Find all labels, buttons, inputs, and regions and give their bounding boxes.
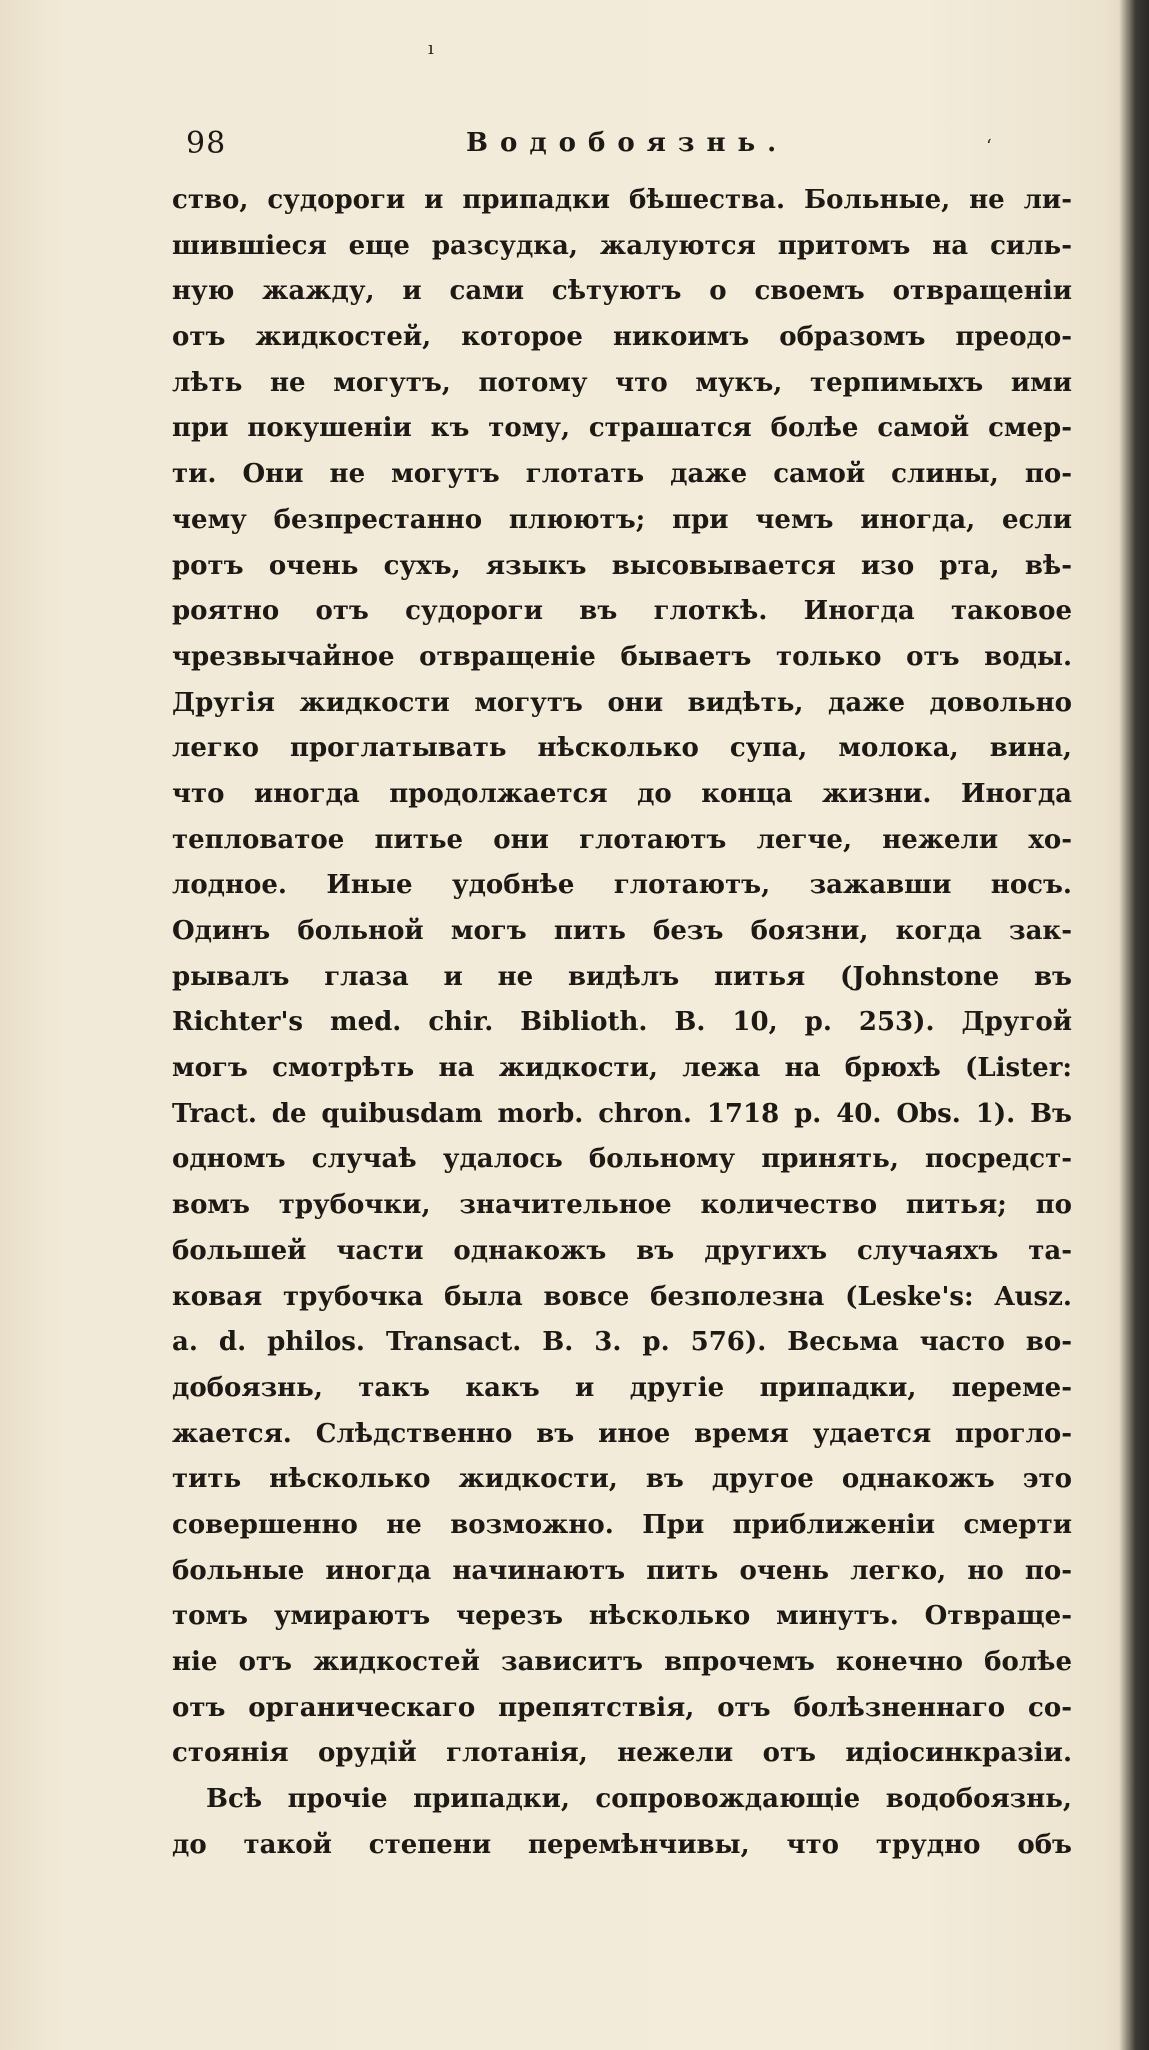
text-line: Другія жидкости могутъ они видѣть, даже довольно <box>172 687 1072 718</box>
page-edge-shadow <box>1119 0 1149 2050</box>
text-line: одномъ случаѣ удалось больному принять, посредст- <box>172 1144 1072 1175</box>
text-line: томъ умираютъ черезъ нѣсколько минутъ. Отвраще- <box>172 1601 1072 1632</box>
text-line: больные иногда начинаютъ пить очень легко, но по- <box>172 1555 1072 1586</box>
text-line: жается. Слѣдственно въ иное время удается прогло- <box>172 1418 1072 1449</box>
text-line: ти. Они не могутъ глотать даже самой слины, по- <box>172 459 1072 490</box>
text-line: большей части однакожъ въ другихъ случаяхъ та- <box>172 1235 1072 1266</box>
text-line: отъ органическаго препятствія, отъ болѣзненнаго со- <box>172 1692 1072 1723</box>
text-line: Tract. de quibusdam morb. chron. 1718 p. 40. Obs. 1). Въ <box>172 1098 1072 1129</box>
text-line: совершенно не возможно. При приближеніи смерти <box>172 1509 1072 1540</box>
text-line: до такой степени перемѣнчивы, что трудно объ <box>172 1829 1072 1860</box>
text-line: вомъ трубочки, значительное количество питья; по <box>172 1190 1072 1221</box>
page-header <box>186 120 1076 168</box>
text-line: Одинъ больной могъ пить безъ боязни, когда зак- <box>172 916 1072 946</box>
text-line: ковая трубочка была вовсе безполезна (Leske's: Ausz. <box>172 1281 1072 1312</box>
text-line: могъ смотрѣть на жидкости, лежа на брюхѣ (Lister: <box>172 1053 1072 1084</box>
running-head: Водобоязнь. <box>466 128 789 158</box>
text-line: добоязнь, такъ какъ и другіе припадки, переме- <box>172 1372 1072 1403</box>
ink-mark: ʻ <box>986 136 992 157</box>
text-line: что иногда продолжается до конца жизни. Иногда <box>172 778 1072 809</box>
text-line: тить нѣсколько жидкости, въ другое однакожъ это <box>172 1464 1072 1495</box>
text-line: отъ жидкостей, которое никоимъ образомъ преодо- <box>172 322 1072 353</box>
page-number: 98 <box>186 126 227 161</box>
body-text <box>172 178 1072 1868</box>
text-line: чему безпрестанно плюютъ; при чемъ иногда, если <box>172 504 1072 535</box>
text-line: лодное. Иные удобнѣе глотаютъ, зажавши носъ. <box>172 870 1072 901</box>
text-line: a. d. philos. Transact. B. 3. p. 576). Весьма часто во- <box>172 1327 1072 1358</box>
text-line: чрезвычайное отвращеніе бываетъ только отъ воды. <box>172 641 1072 672</box>
text-line: шившіеся еще разсудка, жалуются притомъ на силь- <box>172 230 1072 261</box>
paragraph-first-line: Всѣ прочіе припадки, сопровождающіе водобоязнь, <box>206 1784 1072 1815</box>
text-line: ротъ очень сухъ, языкъ высовывается изо рта, вѣ- <box>172 550 1072 581</box>
ink-mark: ı <box>428 38 434 59</box>
text-line: рывалъ глаза и не видѣлъ питья (Johnstone въ <box>172 961 1072 992</box>
text-line: лѣть не могутъ, потому что мукъ, терпимыхъ ими <box>172 367 1072 398</box>
text-line: ніе отъ жидкостей зависитъ впрочемъ конечно болѣе <box>172 1647 1072 1677</box>
text-line: ство, судороги и припадки бѣшества. Больные, не ли- <box>172 185 1072 215</box>
text-line: Richter's med. chir. Biblioth. B. 10, p. 253). Другой <box>172 1007 1072 1038</box>
text-line: стоянія орудій глотанія, нежели отъ идіосинкразіи. <box>172 1738 1072 1769</box>
text-line: роятно отъ судороги въ глоткѣ. Иногда таковое <box>172 596 1072 627</box>
text-line: тепловатое питье они глотаютъ легче, нежели хо- <box>172 824 1072 855</box>
text-line: легко проглатывать нѣсколько супа, молока, вина, <box>172 733 1072 764</box>
text-line: ную жажду, и сами сѣтуютъ о своемъ отвращеніи <box>172 276 1072 307</box>
text-line: при покушеніи къ тому, страшатся болѣе самой смер- <box>172 413 1072 444</box>
